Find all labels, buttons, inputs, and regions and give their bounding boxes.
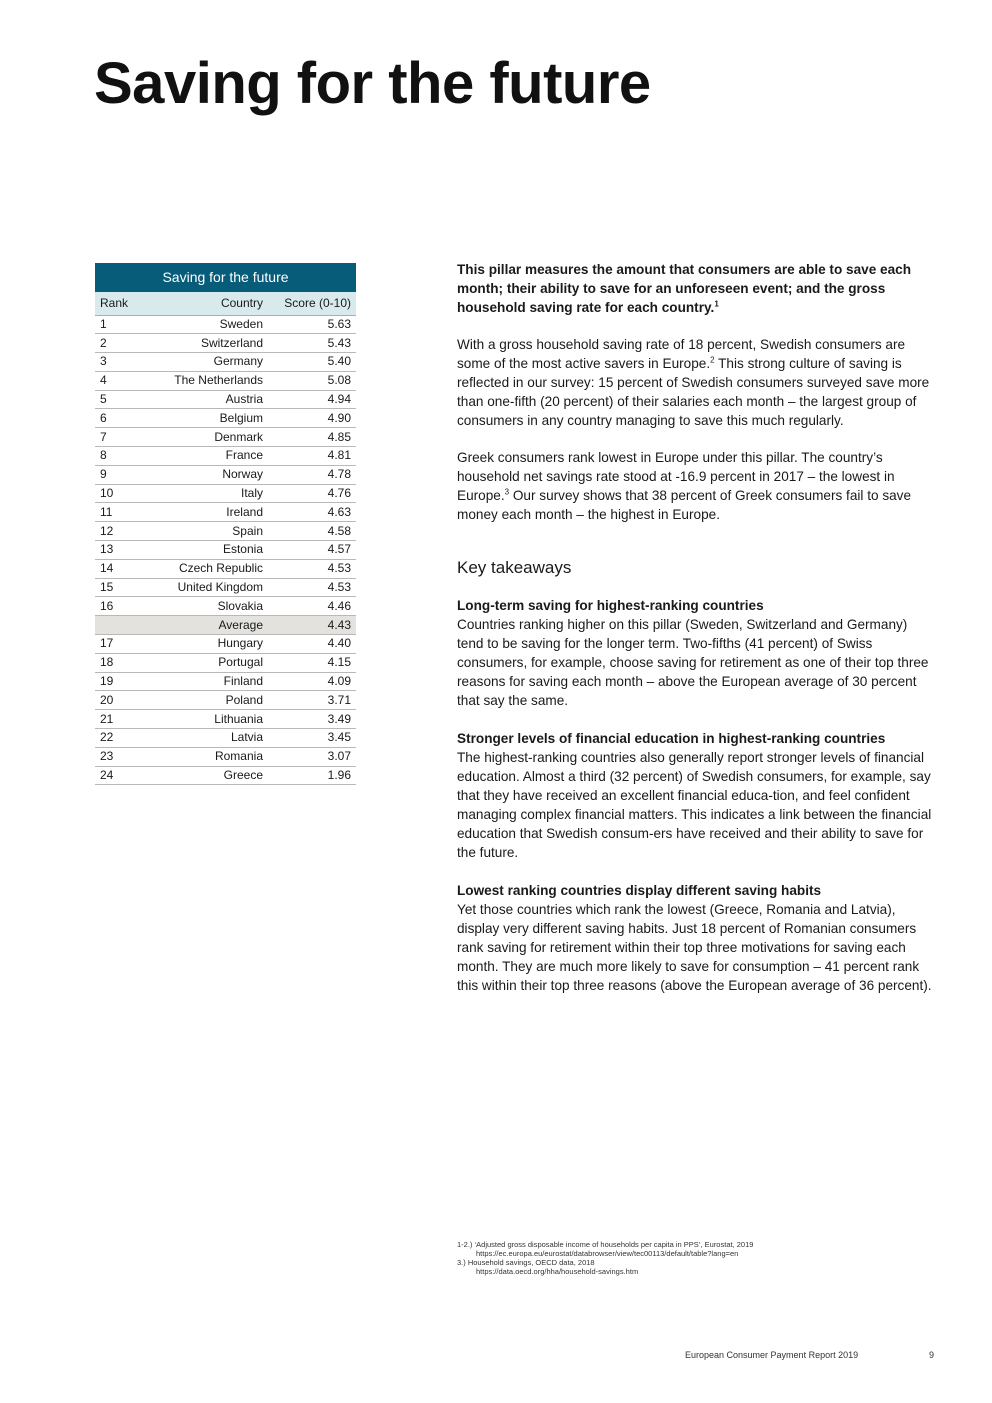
cell-rank (95, 616, 145, 635)
takeaway-item (457, 596, 937, 710)
cell-country: Portugal (145, 653, 268, 672)
sweden-text-2: This strong culture of saving is reflected in our survey: 15 percent of Swedish consumers surveyed save more than one-fifth (20 percent) of their salaries each month – the largest group of consumers in any country managing to save this much regularly. (457, 356, 930, 428)
table-row (95, 691, 356, 710)
cell-score: 4.53 (268, 578, 356, 597)
table-row (95, 409, 356, 428)
table-row (95, 729, 356, 748)
cell-score: 4.90 (268, 409, 356, 428)
cell-country: Belgium (145, 409, 268, 428)
table-row (95, 541, 356, 560)
table-row (95, 597, 356, 616)
table-header-row (95, 292, 356, 315)
cell-score: 4.53 (268, 559, 356, 578)
table-row (95, 747, 356, 766)
cell-rank: 19 (95, 672, 145, 691)
cell-rank: 12 (95, 522, 145, 541)
takeaway-body: Yet those countries which rank the lowest (Greece, Romania and Latvia), display very different saving habits. Just 18 percent of Romanian consumers rank saving for retirement within their top three motivations for saving each month. They are much more likely to save for consumption – 41 percent rank this within their top three reasons (above the European average of 36 percent). (457, 902, 932, 993)
intro-paragraph (457, 260, 937, 317)
table-row (95, 522, 356, 541)
cell-country: Germany (145, 353, 268, 372)
cell-score: 4.46 (268, 597, 356, 616)
takeaway-heading: Long-term saving for highest-ranking countries (457, 598, 764, 613)
table-row (95, 428, 356, 447)
cell-score: 4.63 (268, 503, 356, 522)
takeaway-body: The highest-ranking countries also generally report stronger levels of financial education. Almost a third (32 percent) of Swedish consumers, for example, say that they have received an excellent financial educa-tion, and feel confident managing complex financial matters. This indicates a link between the financial education that Swedish consum-ers have received and their ability to save for the future. (457, 750, 932, 860)
cell-country: Czech Republic (145, 559, 268, 578)
greece-text-2: Our survey shows that 38 percent of Greek consumers fail to save money each month – the highest in Europe. (457, 488, 912, 522)
cell-country: Italy (145, 484, 268, 503)
takeaway-heading: Lowest ranking countries display different saving habits (457, 883, 822, 898)
cell-rank: 7 (95, 428, 145, 447)
cell-rank: 20 (95, 691, 145, 710)
cell-country: Estonia (145, 541, 268, 560)
cell-score: 4.85 (268, 428, 356, 447)
table-row (95, 710, 356, 729)
cell-score: 4.76 (268, 484, 356, 503)
cell-rank: 23 (95, 747, 145, 766)
cell-score: 5.63 (268, 315, 356, 334)
cell-rank: 21 (95, 710, 145, 729)
cell-rank: 3 (95, 353, 145, 372)
cell-score: 4.09 (268, 672, 356, 691)
footer-report-title: European Consumer Payment Report 2019 (685, 1350, 859, 1360)
footnote-label: 3.) Household savings, OECD data, 2018 (457, 1258, 595, 1267)
table-body (95, 315, 356, 785)
table-row (95, 465, 356, 484)
body-text-column (457, 260, 937, 1014)
cell-rank: 22 (95, 729, 145, 748)
column-header-country: Country (145, 292, 268, 315)
cell-score: 4.94 (268, 390, 356, 409)
cell-country: Romania (145, 747, 268, 766)
table-row (95, 390, 356, 409)
cell-score: 4.40 (268, 635, 356, 654)
greece-paragraph (457, 448, 937, 524)
cell-country: Sweden (145, 315, 268, 334)
cell-country: France (145, 447, 268, 466)
takeaway-item (457, 729, 937, 862)
table-row (95, 635, 356, 654)
table-row (95, 503, 356, 522)
sweden-paragraph (457, 335, 937, 430)
table-row (95, 447, 356, 466)
cell-rank: 18 (95, 653, 145, 672)
cell-rank: 5 (95, 390, 145, 409)
cell-score: 4.81 (268, 447, 356, 466)
cell-rank: 14 (95, 559, 145, 578)
cell-country: Average (145, 616, 268, 635)
table-row (95, 371, 356, 390)
cell-score: 1.96 (268, 766, 356, 785)
cell-country: Slovakia (145, 597, 268, 616)
table-row (95, 334, 356, 353)
table-row (95, 672, 356, 691)
cell-score: 5.40 (268, 353, 356, 372)
cell-country: Denmark (145, 428, 268, 447)
takeaway-heading: Stronger levels of financial education in highest-ranking countries (457, 731, 886, 746)
cell-rank: 9 (95, 465, 145, 484)
cell-rank: 11 (95, 503, 145, 522)
cell-rank: 6 (95, 409, 145, 428)
table-row (95, 484, 356, 503)
footnote-label: 1-2.) ‘Adjusted gross disposable income of households per capita in PPS’, Eurostat, 2019 (457, 1240, 754, 1249)
cell-country: Hungary (145, 635, 268, 654)
table-row (95, 578, 356, 597)
column-header-score: Score (0-10) (268, 292, 356, 315)
cell-rank: 17 (95, 635, 145, 654)
table-average-row (95, 616, 356, 635)
cell-country: Poland (145, 691, 268, 710)
takeaway-body: Countries ranking higher on this pillar (Sweden, Switzerland and Germany) tend to be saving for the longer term. Two-fifths (41 percent) of Swiss consumers, for example, choose saving for retirement as one of their top three reasons for saving each month – above the European average of 30 percent that say the same. (457, 617, 929, 708)
cell-rank: 1 (95, 315, 145, 334)
cell-rank: 15 (95, 578, 145, 597)
cell-country: Lithuania (145, 710, 268, 729)
table-row (95, 653, 356, 672)
footnotes (457, 1240, 877, 1276)
cell-score: 4.15 (268, 653, 356, 672)
cell-country: The Netherlands (145, 371, 268, 390)
cell-country: Finland (145, 672, 268, 691)
footnote-ref-1: 1 (714, 299, 719, 309)
cell-rank: 8 (95, 447, 145, 466)
cell-country: Ireland (145, 503, 268, 522)
page-number: 9 (929, 1350, 935, 1360)
cell-score: 3.45 (268, 729, 356, 748)
cell-score: 3.71 (268, 691, 356, 710)
footnote-link[interactable]: https://ec.europa.eu/eurostat/databrowser/view/tec00113/default/table?lang=en (476, 1249, 739, 1258)
cell-country: United Kingdom (145, 578, 268, 597)
table-row (95, 315, 356, 334)
cell-rank: 13 (95, 541, 145, 560)
cell-country: Norway (145, 465, 268, 484)
ranking-table (95, 263, 356, 785)
cell-score: 4.43 (268, 616, 356, 635)
intro-text: This pillar measures the amount that consumers are able to save each month; their ability to save for an unforeseen event; and the gross household saving rate for each country. (457, 262, 912, 315)
takeaway-item (457, 881, 937, 995)
cell-score: 4.58 (268, 522, 356, 541)
cell-country: Switzerland (145, 334, 268, 353)
table-row (95, 559, 356, 578)
cell-country: Latvia (145, 729, 268, 748)
footnote-link[interactable]: https://data.oecd.org/hha/household-savings.htm (476, 1267, 639, 1276)
cell-rank: 24 (95, 766, 145, 785)
cell-country: Spain (145, 522, 268, 541)
cell-score: 5.08 (268, 371, 356, 390)
table-row (95, 766, 356, 785)
cell-rank: 16 (95, 597, 145, 616)
cell-rank: 10 (95, 484, 145, 503)
table-title: Saving for the future (95, 263, 356, 292)
key-takeaways-heading: Key takeaways (457, 558, 572, 577)
footnote-ref-2: 2 (710, 355, 715, 365)
sweden-text-1: With a gross household saving rate of 18 percent, Swedish consumers are some of the most active savers in Europe. (457, 337, 906, 371)
cell-score: 4.78 (268, 465, 356, 484)
table-row (95, 353, 356, 372)
greece-text-1: Greek consumers rank lowest in Europe under this pillar. The country’s household net savings rate stood at -16.9 percent in 2017 – the lowest in Europe. (457, 450, 895, 503)
cell-score: 3.07 (268, 747, 356, 766)
cell-country: Austria (145, 390, 268, 409)
footnote-ref-3: 3 (504, 487, 510, 497)
cell-rank: 4 (95, 371, 145, 390)
cell-rank: 2 (95, 334, 145, 353)
cell-score: 5.43 (268, 334, 356, 353)
cell-score: 3.49 (268, 710, 356, 729)
column-header-rank: Rank (95, 292, 145, 315)
page-title: Saving for the future (94, 51, 651, 116)
cell-score: 4.57 (268, 541, 356, 560)
cell-country: Greece (145, 766, 268, 785)
